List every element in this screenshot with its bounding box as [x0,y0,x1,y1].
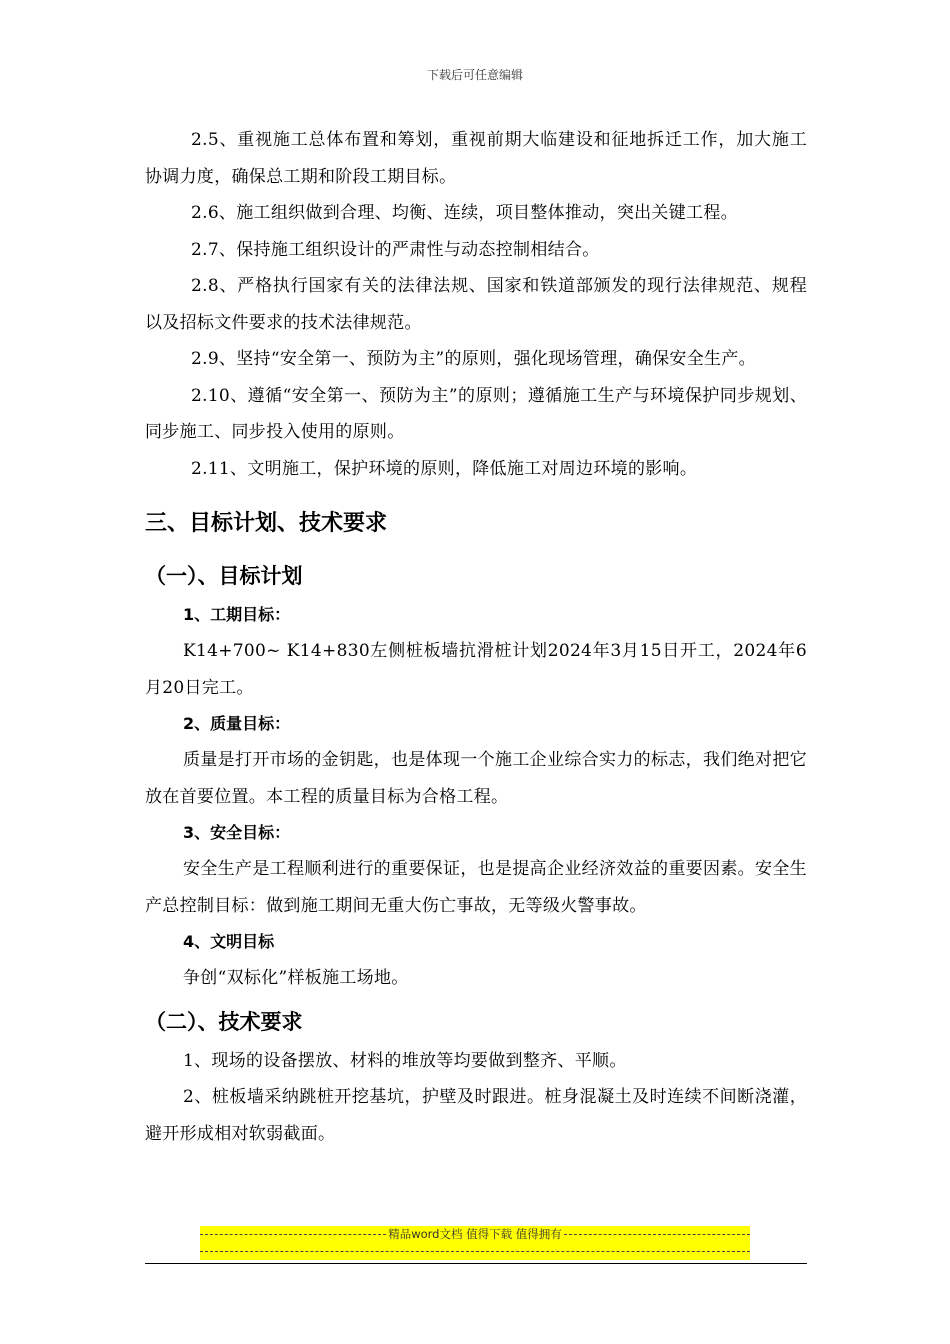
paragraph-2-10: 2.10、遵循“安全第一、预防为主”的原则；遵循施工生产与环境保护同步规划、同步施工、同步投入使用的原则。 [145,385,807,442]
paragraph-2-8: 2.8、严格执行国家有关的法律法规、国家和铁道部颁发的现行法律规范、规程以及招标文件要求的技术法律规范。 [145,276,807,333]
paragraph-2-5: 2.5、重视施工总体布置和筹划，重视前期大临建设和征地拆迁工作，加大施工协调力度，确保总工期和阶段工期目标。 [145,130,807,187]
dash-rule-full [200,1243,750,1260]
tech-requirement-1: 1、现场的设备摆放、材料的堆放等均要做到整齐、平顺。 [183,1050,627,1071]
paragraph-2-6: 2.6、施工组织做到合理、均衡、连续，项目整体推动，突出关键工程。 [191,203,738,223]
document-body [145,122,807,1152]
paragraph-2-11: 2.11、文明施工，保护环境的原则，降低施工对周边环境的影响。 [191,458,698,479]
dash-rule-right [564,1226,750,1243]
header-note: 下载后可任意编辑 [426,68,523,82]
civilization-goal-heading: 4、文明目标 [183,932,275,951]
paragraph-2-9: 2.9、坚持“安全第一、预防为主”的原则，强化现场管理，确保安全生产。 [191,349,756,369]
paragraph-2-7: 2.7、保持施工组织设计的严肃性与动态控制相结合。 [191,239,600,260]
schedule-goal-text: K14+700~ K14+830左侧桩板墙抗滑桩计划2024年3月15日开工，2024年6月20日完工。 [145,641,807,698]
footer-banner [200,1226,750,1260]
footer-banner-line-2 [200,1243,750,1260]
civilization-goal-text: 争创“双标化”样板施工场地。 [183,968,409,988]
footer-banner-text: 精品word文档 值得下载 值得拥有 [388,1227,562,1241]
section-3-1-heading: （一）、目标计划 [145,564,303,588]
safety-goal-heading: 3、安全目标： [183,823,291,842]
section-3-2-heading: （二）、技术要求 [145,1009,303,1034]
schedule-goal-heading: 1、工期目标： [183,605,291,624]
quality-goal-heading: 2、质量目标： [183,714,291,733]
footer-banner-line-1 [200,1226,750,1243]
dash-rule-left [200,1226,386,1243]
footer-rule [145,1263,807,1264]
safety-goal-text: 安全生产是工程顺利进行的重要保证，也是提高企业经济效益的重要因素。安全生产总控制目标：做到施工期间无重大伤亡事故，无等级火警事故。 [145,859,807,916]
tech-requirement-2: 2、桩板墙采纳跳桩开挖基坑，护壁及时跟进。桩身混凝土及时连续不间断浇灌，避开形成相对软弱截面。 [145,1087,807,1144]
section-3-heading: 三、目标计划、技术要求 [145,511,388,536]
quality-goal-text: 质量是打开市场的金钥匙，也是体现一个施工企业综合实力的标志，我们绝对把它放在首要位置。本工程的质量目标为合格工程。 [145,750,807,807]
